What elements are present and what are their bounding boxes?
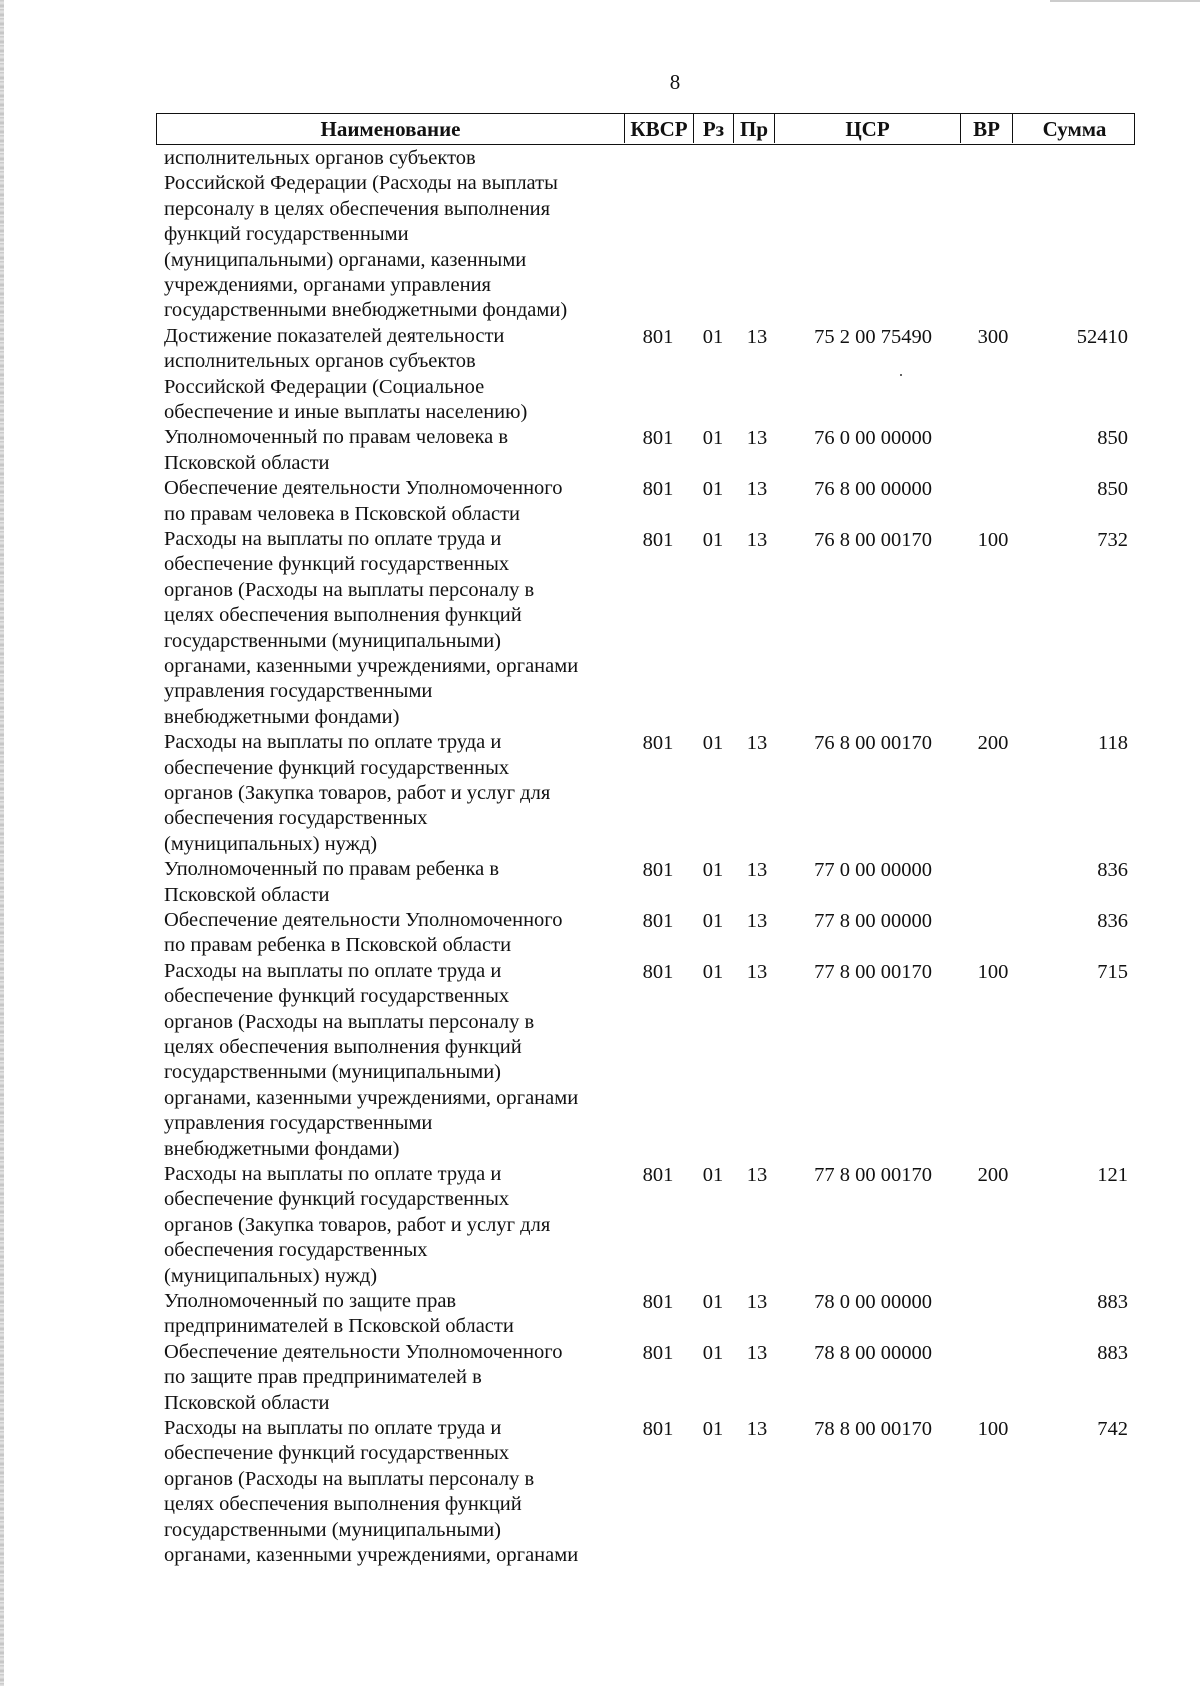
row-name-line: обеспечение функций государственных (164, 1188, 510, 1211)
row-name-line: органов (Расходы на выплаты персоналу в (164, 1467, 535, 1490)
row-rz: 01 (702, 427, 724, 450)
row-kvsr: 801 (642, 1291, 674, 1313)
row-name-line: государственными (муниципальными) (164, 1061, 501, 1084)
row-rz: 01 (702, 1291, 724, 1313)
row-name-line: внебюджетными фондами) (164, 705, 400, 728)
row-kvsr: 801 (642, 478, 674, 501)
row-name (164, 908, 624, 959)
row-name-line: обеспечение функций государственных (164, 985, 510, 1008)
row-name-line: Псковской области (164, 883, 330, 906)
row-name (164, 1340, 624, 1416)
row-name-line: органов (Расходы на выплаты персоналу в (164, 578, 535, 601)
header-name: Наименование (157, 114, 625, 143)
row-name (164, 1162, 624, 1289)
row-sum: 850 (1097, 478, 1128, 501)
row-name-line: обеспечение функций государственных (164, 553, 510, 576)
row-kvsr: 801 (642, 1418, 674, 1440)
row-name-line: предпринимателей в Псковской области (164, 1315, 514, 1338)
row-kvsr: 801 (642, 325, 674, 348)
row-sum: 715 (1097, 960, 1128, 983)
row-name-line: Расходы на выплаты по оплате труда и (164, 1417, 502, 1439)
row-pr: 13 (746, 478, 768, 501)
row-rz: 01 (702, 960, 724, 983)
row-vr (965, 146, 1021, 147)
row-pr: 13 (746, 1291, 768, 1313)
row-name-line: органами, казенными учреждениями, органами (164, 1544, 579, 1567)
row-csr: 77 8 00 00170 (814, 960, 932, 983)
row-name-line: (муниципальных) нужд) (164, 1264, 378, 1287)
row-name-line: государственными внебюджетными фондами) (164, 299, 568, 322)
row-csr: 78 8 00 00000 (814, 1341, 932, 1364)
row-name-line: Уполномоченный по правам ребенка в (164, 858, 500, 881)
row-pr (740, 146, 774, 147)
row-name-line: обеспечения государственных (164, 1239, 428, 1262)
row-csr: 77 8 00 00170 (814, 1164, 932, 1186)
row-name-line: Псковской области (164, 1391, 330, 1414)
page-number: 8 (669, 70, 681, 94)
row-name-line: обеспечение и иные выплаты населению) (164, 401, 528, 424)
row-name-line: Расходы на выплаты по оплате труда и (164, 731, 502, 754)
row-csr: 76 0 00 00000 (814, 427, 932, 450)
row-name-line: исполнительных органов субъектов (164, 350, 476, 373)
row-csr (798, 146, 948, 147)
row-sum: 52410 (1076, 325, 1128, 348)
row-name-line: Обеспечение деятельности Уполномоченного (164, 477, 563, 500)
row-pr: 13 (746, 732, 768, 755)
row-sum (1020, 146, 1128, 147)
row-sum: 121 (1097, 1164, 1128, 1186)
row-vr: 100 (977, 529, 1009, 551)
row-csr: 76 8 00 00170 (814, 732, 932, 755)
row-vr (965, 908, 1021, 909)
row-rz: 01 (702, 1341, 724, 1364)
row-pr: 13 (746, 1341, 768, 1364)
row-sum: 836 (1097, 859, 1128, 882)
row-name-line: органов (Закупка товаров, работ и услуг для (164, 782, 551, 804)
row-rz: 01 (702, 1418, 724, 1440)
row-name-line: учреждениями, органами управления (164, 274, 491, 297)
row-vr (965, 425, 1021, 426)
row-pr: 13 (746, 910, 768, 932)
row-name (164, 730, 624, 857)
row-name-line: Уполномоченный по правам человека в (164, 426, 509, 449)
row-name-line: органами, казенными учреждениями, органами (164, 1086, 579, 1109)
row-kvsr: 801 (642, 1164, 674, 1186)
row-name (164, 324, 624, 426)
row-name-line: целях обеспечения выполнения функций (164, 1493, 522, 1516)
row-sum: 732 (1097, 529, 1128, 551)
table-header (156, 113, 1135, 145)
row-name-line: Российской Федерации (Расходы на выплаты (164, 172, 558, 195)
row-name-line: органов (Закупка товаров, работ и услуг для (164, 1213, 551, 1236)
row-pr: 13 (746, 1418, 768, 1440)
row-name-line: государственными (муниципальными) (164, 1518, 501, 1541)
row-vr: 100 (977, 960, 1009, 983)
row-name (164, 1289, 624, 1340)
row-sum: 850 (1097, 427, 1128, 450)
header-kvsr: КВСР (625, 114, 694, 143)
row-kvsr: 801 (642, 859, 674, 882)
row-pr: 13 (746, 427, 768, 450)
row-vr: 100 (977, 1418, 1009, 1440)
scan-edge (0, 0, 4, 1686)
row-pr: 13 (746, 960, 768, 983)
row-csr: 77 8 00 00000 (814, 910, 932, 932)
row-pr: 13 (746, 1164, 768, 1186)
row-sum: 883 (1097, 1291, 1128, 1313)
row-vr (965, 476, 1021, 477)
row-kvsr: 801 (642, 910, 674, 932)
row-pr: 13 (746, 859, 768, 882)
row-name-line: Расходы на выплаты по оплате труда и (164, 959, 502, 982)
row-rz: 01 (702, 732, 724, 755)
row-name-line: Российской Федерации (Социальное (164, 375, 485, 398)
row-csr: 76 8 00 00000 (814, 478, 932, 501)
row-name-line: Расходы на выплаты по оплате труда и (164, 1163, 502, 1185)
row-csr: 76 8 00 00170 (814, 529, 932, 551)
row-rz (696, 146, 730, 147)
row-name (164, 425, 624, 476)
row-name-line: Псковской области (164, 451, 330, 474)
row-name (164, 146, 624, 324)
row-name-line: персоналу в целях обеспечения выполнения (164, 197, 551, 220)
scan-edge-top (1050, 0, 1200, 2)
row-csr: 77 0 00 00000 (814, 859, 932, 882)
row-name-line: обеспечения государственных (164, 807, 428, 830)
row-sum: 118 (1098, 732, 1128, 755)
row-rz: 01 (702, 325, 724, 348)
row-name-line: функций государственными (164, 223, 409, 246)
scan-speck (900, 374, 902, 376)
row-pr: 13 (746, 529, 768, 551)
row-name-line: (муниципальными) органами, казенными (164, 248, 527, 271)
row-name-line: Достижение показателей деятельности (164, 324, 505, 347)
row-sum: 742 (1097, 1418, 1128, 1440)
row-vr (965, 1340, 1021, 1341)
row-name-line: целях обеспечения выполнения функций (164, 604, 522, 627)
row-name-line: обеспечение функций государственных (164, 756, 510, 779)
row-rz: 01 (702, 529, 724, 551)
row-name-line: Расходы на выплаты по оплате труда и (164, 528, 502, 550)
row-name-line: управления государственными (164, 1112, 433, 1135)
header-vr: ВР (961, 114, 1013, 143)
row-rz: 01 (702, 859, 724, 882)
row-vr: 200 (977, 732, 1009, 755)
row-kvsr: 801 (642, 732, 674, 755)
row-name-line: органами, казенными учреждениями, органами (164, 655, 579, 678)
row-name (164, 1416, 624, 1568)
row-kvsr: 801 (642, 529, 674, 551)
header-pr: Пр (734, 114, 775, 143)
row-csr: 78 0 00 00000 (814, 1291, 932, 1313)
row-name (164, 857, 624, 908)
row-rz: 01 (702, 910, 724, 932)
row-sum: 836 (1097, 910, 1128, 932)
row-csr: 78 8 00 00170 (814, 1418, 932, 1440)
row-name-line: органов (Расходы на выплаты персоналу в (164, 1010, 535, 1033)
header-sum: Сумма (1042, 117, 1107, 141)
row-kvsr: 801 (642, 960, 674, 983)
row-kvsr (630, 146, 686, 147)
row-name-line: по правам ребенка в Псковской области (164, 934, 512, 957)
row-sum: 883 (1097, 1341, 1128, 1364)
row-vr: 200 (977, 1164, 1009, 1186)
row-csr: 75 2 00 75490 (814, 325, 932, 348)
row-name (164, 476, 624, 527)
row-name-line: целях обеспечения выполнения функций (164, 1036, 522, 1059)
row-name-line: по правам человека в Псковской области (164, 502, 521, 525)
row-name (164, 959, 624, 1162)
row-kvsr: 801 (642, 1341, 674, 1364)
row-rz: 01 (702, 478, 724, 501)
header-csr: ЦСР (775, 114, 961, 143)
row-vr: 300 (977, 325, 1009, 348)
row-name-line: Обеспечение деятельности Уполномоченного (164, 1340, 563, 1363)
row-name-line: государственными (муниципальными) (164, 629, 501, 652)
row-vr (965, 857, 1021, 858)
row-name-line: (муниципальных) нужд) (164, 832, 378, 855)
row-kvsr: 801 (642, 427, 674, 450)
row-name-line: по защите прав предпринимателей в (164, 1366, 482, 1389)
row-name-line: Обеспечение деятельности Уполномоченного (164, 909, 563, 931)
row-vr (965, 1289, 1021, 1290)
row-name-line: внебюджетными фондами) (164, 1137, 400, 1160)
row-name-line: исполнительных органов субъектов (164, 147, 476, 169)
header-rz: Рз (694, 114, 734, 143)
row-pr: 13 (746, 325, 768, 348)
row-rz: 01 (702, 1164, 724, 1186)
row-name (164, 527, 624, 730)
row-name-line: Уполномоченный по защите прав (164, 1290, 457, 1312)
row-name-line: обеспечение функций государственных (164, 1442, 510, 1465)
row-name-line: управления государственными (164, 680, 433, 703)
